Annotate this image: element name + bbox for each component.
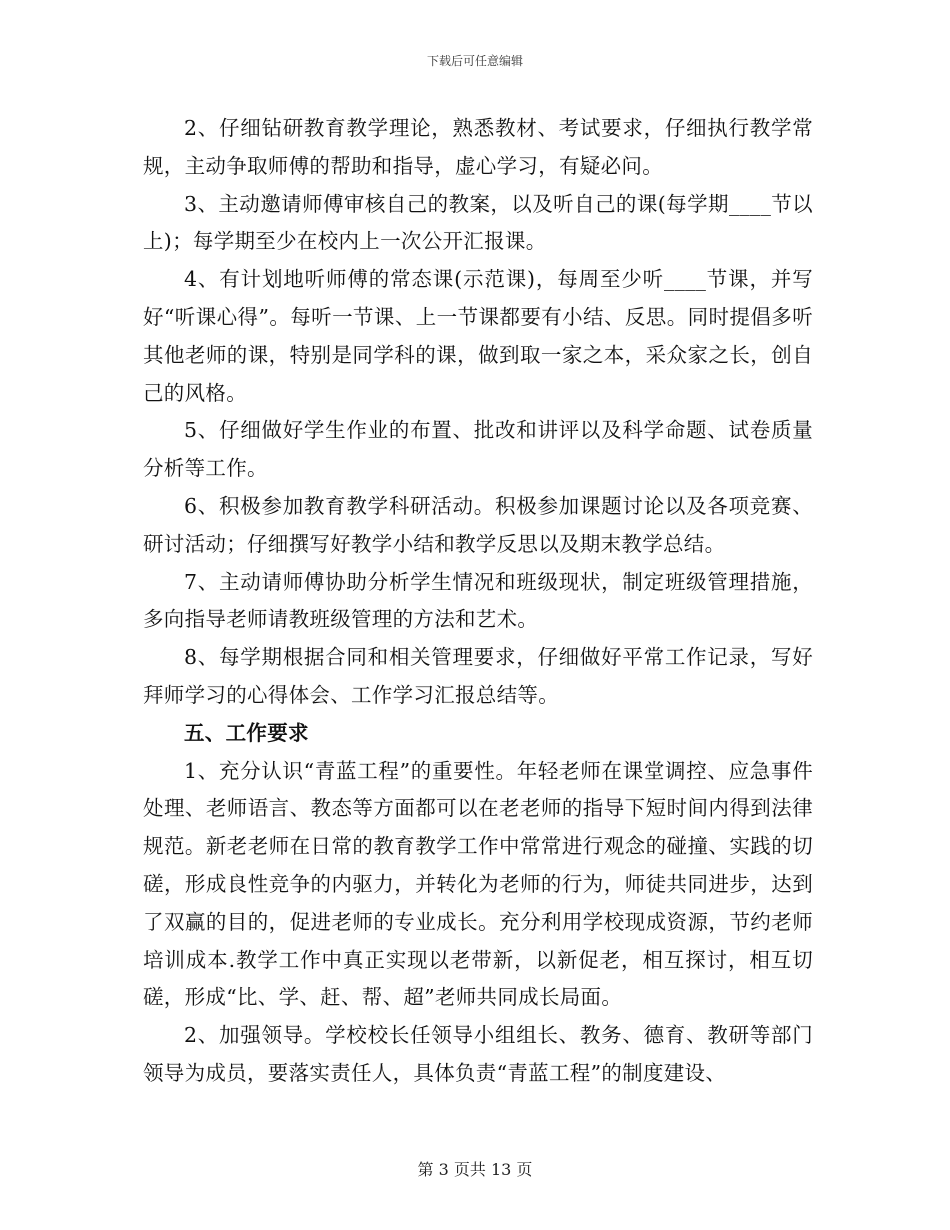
- requirement-item-2: 2、加强领导。学校校长任领导小组组长、教务、德育、教研等部门领导为成员，要落实责任人，具体负责“青蓝工程”的制度建设、: [143, 1023, 813, 1085]
- paragraph-item-4: 4、有计划地听师傅的常态课(示范课)，每周至少听____节课，并写好“听课心得”。每听一节课、上一节课都要有小结、反思。同时提倡多听其他老师的课，特别是同学科的课，做到取一家之本，采众家之长，创自己的风格。: [143, 267, 813, 405]
- paragraph-item-3: 3、主动邀请师傅审核自己的教案，以及听自己的课(每学期____节以上)；每学期至少在校内上一次公开汇报课。: [143, 191, 813, 254]
- section-heading: 五、工作要求: [184, 720, 309, 745]
- paragraph-item-8: 8、每学期根据合同和相关管理要求，仔细做好平常工作记录，写好拜师学习的心得体会、工作学习汇报总结等。: [143, 645, 813, 707]
- paragraph-item-5: 5、仔细做好学生作业的布置、批改和讲评以及科学命题、试卷质量分析等工作。: [143, 418, 813, 481]
- paragraph-item-2: 2、仔细钻研教育教学理论，熟悉教材、考试要求，仔细执行教学常规，主动争取师傅的帮助和指导，虚心学习，有疑必问。: [143, 116, 813, 178]
- paragraph-item-7: 7、主动请师傅协助分析学生情况和班级现状，制定班级管理措施，多向指导老师请教班级管理的方法和艺术。: [143, 569, 813, 632]
- page-number: 第 3 页共 13 页: [417, 1160, 533, 1179]
- requirement-item-1: 1、充分认识“青蓝工程”的重要性。年轻老师在课堂调控、应急事件处理、老师语言、教态等方面都可以在老老师的指导下短时间内得到法律规范。新老老师在日常的教育教学工作中常常进行观念的碰撞、实践的切磋，形成良性竞争的内驱力，并转化为老师的行为，师徒共同进步，达到了双赢的目的，促进老师的专业成长。充分利用学校现成资源，节约老师培训成本.教学工作中真正实现以老带新，以新促老，相互探讨，相互切磋，形成“比、学、赶、帮、超”老师共同成长局面。: [143, 758, 813, 1010]
- document-body: [143, 110, 813, 1093]
- page-header: 下载后可任意编辑: [426, 54, 523, 68]
- paragraph-item-6: 6、积极参加教育教学科研活动。积极参加课题讨论以及各项竞赛、研讨活动；仔细撰写好教学小结和教学反思以及期末教学总结。: [143, 493, 813, 556]
